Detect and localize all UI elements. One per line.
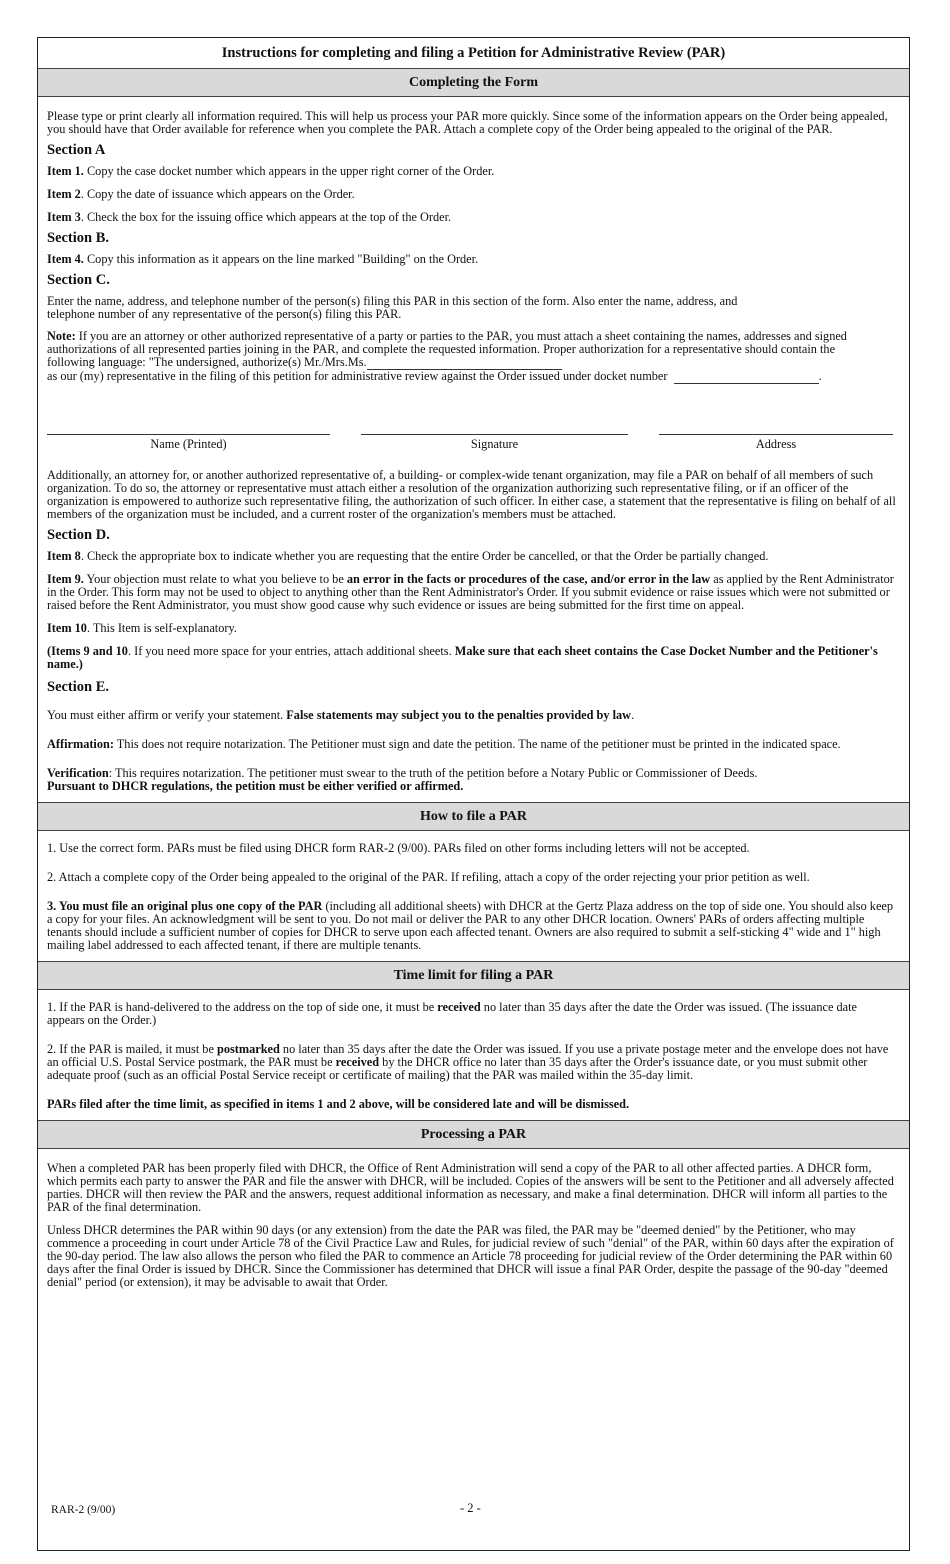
section-header-how-to-file: How to file a PAR bbox=[38, 802, 909, 831]
instruction-page bbox=[37, 37, 910, 1551]
late-filing-warning: PARs filed after the time limit, as specified in items 1 and 2 above, will be considered late and will be dismissed. bbox=[47, 1097, 630, 1111]
item-9-bold: an error in the facts or procedures of the case, and/or error in the law bbox=[346, 572, 711, 586]
item-3-label: Item 3 bbox=[47, 210, 81, 224]
item-10-label: Item 10 bbox=[47, 621, 87, 635]
item-2-label: Item 2 bbox=[47, 187, 81, 201]
page-number: - 2 - bbox=[460, 1501, 481, 1515]
items-9-10-label: (Items 9 and 10 bbox=[47, 644, 128, 658]
processing-paragraph-2: Unless DHCR determines the PAR within 90 days (or any extension) from the date the PAR was filed, the PAR may be "deemed denied" by the Petitioner, who may commence a proceeding in court under Article 78 of the Civil Practice Law and Rules, for judicial review of such "denial" of the PAR, within 60 days after the expiration of the 90-day period. The law also allows the person who filed the PAR to commence an Article 78 proceeding for judicial review of the Order determining the PAR within 60 days after the final Order is issued by DHCR. Since the Commissioner has determined that DHCR will issue a final PAR Order, despite the passage of the 90-day "deemed denial" period (or extension), it may be advisable to await that Order. bbox=[47, 1223, 894, 1289]
intro-paragraph: Please type or print clearly all information required. This will help us process your PAR more quickly. Since some of the information appears on the Order being appealed, you should have that Order available for reference when you complete the PAR. Attach a complete copy of the Order being appealed to the original of the PAR. bbox=[47, 109, 888, 136]
how-to-file-item-3-bold: . You must file an original plus one copy of the PAR bbox=[53, 899, 323, 913]
item-9 bbox=[47, 573, 909, 612]
item-9-label: Item 9. bbox=[47, 572, 84, 586]
items-9-10-text: . If you need more space for your entries, attach additional sheets. bbox=[127, 644, 455, 658]
verification-label: Verification bbox=[47, 766, 109, 780]
address-label: Address bbox=[755, 437, 797, 451]
section-b-heading: Section B. bbox=[47, 230, 110, 246]
signature-lines bbox=[47, 434, 909, 470]
how-to-file-item-3-text: (including all additional sheets) with DHCR at the Gertz Plaza address on the top of side one. You should also keep a copy for your files. An acknowledgment will be sent to you. Do not mail or deliver the PAR to any other DHCR location. Owners' PARs of orders affecting multiple tenants should include a sufficient number of copies for DHCR to serve upon each affected tenant. Owners are also required to submit a self-sticking 4" wide and 1" high mailing label addressed to each affected tenant, if there are multiple tenants. bbox=[47, 899, 894, 952]
section-a-heading: Section A bbox=[47, 142, 106, 158]
item-8-text: . Check the appropriate box to indicate whether you are requesting that the entire Order be cancelled, or that the Order be partially changed. bbox=[80, 549, 769, 563]
time-limit-item-1 bbox=[47, 1001, 895, 1027]
section-d-heading: Section D. bbox=[47, 527, 110, 543]
affirmation-label: Affirmation: bbox=[47, 737, 114, 751]
note-text-2: as our (my) representative in the filing of this petition for administrative review against the Order issued under docket number bbox=[47, 369, 668, 383]
item-2-text: . Copy the date of issuance which appears on the Order. bbox=[80, 187, 355, 201]
note-paragraph-2: as our (my) representative in the filing of this petition for administrative review against the Order issued under docket number . bbox=[47, 369, 822, 383]
time-limit-1-b: no later than 35 days after the date the Order was issued. (The issuance date appears on the Order.) bbox=[47, 1000, 858, 1027]
item-10-text: . This Item is self-explanatory. bbox=[86, 621, 237, 635]
processing-paragraph-1: When a completed PAR has been properly filed with DHCR, the Office of Rent Administration will send a copy of the PAR to all other affected parties. A DHCR form, which permits each party to answer the PAR and file the answer with DHCR, will be included. Copies of the answers will be sent to the Petitioner and all adversely affected parties. DHCR will then review the PAR and the answers, request additional information as necessary, and make a final determination. DHCR will inform all parties to the PAR of the final determination. bbox=[47, 1161, 894, 1214]
page-title: Instructions for completing and filing a Petition for Administrative Review (PAR) bbox=[38, 38, 909, 69]
item-8 bbox=[47, 550, 909, 563]
section-c-text: Enter the name, address, and telephone number of the person(s) filing this PAR in this section of the form. Also enter the name, address, and telephone number of any representative of the person(s) filing this PAR. bbox=[47, 294, 738, 321]
address-line bbox=[659, 434, 893, 435]
item-2 bbox=[47, 188, 909, 201]
form-code: RAR-2 (9/00) bbox=[51, 1504, 116, 1516]
time-limit-2-c: by the DHCR office no later than 35 days after the Order's issuance date, or you must submit other adequate proof (such as an official Postal Service receipt or certificate of mailing) that the PAR was mailed within the 35-day limit. bbox=[47, 1055, 868, 1082]
affirm-verify-paragraph bbox=[47, 709, 909, 722]
affirm-bold: False statements may subject you to the penalties provided by law bbox=[286, 708, 632, 722]
time-limit-2-a: 2. If the PAR is mailed, it must be bbox=[47, 1042, 217, 1056]
items-9-10-bold: Make sure that each sheet contains the Case Docket Number and the Petitioner's name.) bbox=[47, 644, 878, 671]
section-header-time-limit: Time limit for filing a PAR bbox=[38, 961, 909, 990]
item-1-text: Copy the case docket number which appears in the upper right corner of the Order. bbox=[83, 164, 495, 178]
section-header-processing: Processing a PAR bbox=[38, 1120, 909, 1149]
name-printed-label: Name (Printed) bbox=[150, 437, 227, 451]
item-1-label: Item 1. bbox=[47, 164, 84, 178]
item-9-text-b: as applied by the Rent Administrator in the Order. This form may not be used to object to anything other than the Rent Administrator's Order. If you submit evidence or raise issues which were not submitted or raised before the Rent Administrator, you must show good cause why such evidence or issues are being submitted for the first time on appeal. bbox=[47, 572, 894, 612]
section-header-completing: Completing the Form bbox=[38, 69, 909, 97]
time-limit-1-a: 1. If the PAR is hand-delivered to the address on the top of side one, it must be bbox=[47, 1000, 438, 1014]
time-limit-item-2 bbox=[47, 1043, 895, 1082]
note-label: Note: bbox=[47, 329, 76, 343]
item-9-text-a: Your objection must relate to what you believe to be bbox=[83, 572, 347, 586]
note-paragraph bbox=[47, 330, 909, 370]
time-limit-2-bold-2: received bbox=[335, 1055, 380, 1069]
how-to-file-item-2: 2. Attach a complete copy of the Order being appealed to the original of the PAR. If refiling, attach a copy of the order rejecting your prior petition as well. bbox=[47, 870, 810, 884]
additionally-paragraph: Additionally, an attorney for, or another authorized representative of, a building- or complex-wide tenant organization, may file a PAR on behalf of all members of such organization. To do so, the attorney or representative must attach either a resolution of the organization authorizing such representative filing, or if an officer of the organization is empowered to authorize such representative filing, the authorization of such officer. In either case, a statement that the representative is filing on behalf of all members of the organization must be included, and a current roster of the organization's members must be attached. bbox=[47, 468, 896, 521]
items-9-10-note bbox=[47, 645, 909, 671]
item-3 bbox=[47, 211, 909, 224]
affirmation-paragraph bbox=[47, 738, 909, 751]
affirm-end: . bbox=[631, 708, 635, 722]
note-text: If you are an attorney or other authorized representative of a party or parties to the PAR, you must attach a sheet containing the names, addresses and signed authorizations of all represented parties joining in the PAR, and complete the requested information. Proper authorization for a representative should contain the following language: "The undersigned, authorize(s) Mr./Mrs.Ms. bbox=[47, 329, 847, 369]
verification-bold: Pursuant to DHCR regulations, the petition must be either verified or affirmed. bbox=[47, 779, 464, 793]
item-1 bbox=[47, 165, 909, 178]
item-4-label: Item 4. bbox=[47, 252, 84, 266]
affirm-text: You must either affirm or verify your statement. bbox=[47, 708, 287, 722]
processing-section bbox=[38, 1149, 909, 1289]
verification-text: : This requires notarization. The petitioner must swear to the truth of the petition before a Notary Public or Commissioner of Deeds. bbox=[108, 766, 758, 780]
how-to-file-item-3 bbox=[47, 900, 895, 952]
docket-number-blank bbox=[674, 370, 819, 384]
time-limit-2-b: no later than 35 days after the date the Order was issued. If you use a private postage meter and the envelope does not have an official U.S. Postal Service postmark, the PAR must be bbox=[47, 1042, 889, 1069]
signature-line bbox=[361, 434, 628, 435]
affirmation-text: This does not require notarization. The Petitioner must sign and date the petition. The name of the petitioner must be printed in the indicated space. bbox=[113, 737, 841, 751]
item-4 bbox=[47, 253, 909, 266]
page-footer bbox=[38, 1501, 909, 1524]
how-to-file-section bbox=[38, 831, 909, 961]
section-c-heading: Section C. bbox=[47, 272, 110, 288]
how-to-file-item-3-num: 3 bbox=[47, 899, 54, 913]
representative-name-blank bbox=[367, 356, 562, 370]
verification-paragraph bbox=[47, 767, 909, 802]
item-8-label: Item 8 bbox=[47, 549, 81, 563]
name-line bbox=[47, 434, 330, 435]
time-limit-1-bold: received bbox=[437, 1000, 481, 1014]
signature-label: Signature bbox=[470, 437, 519, 451]
item-10 bbox=[47, 622, 909, 635]
time-limit-2-bold-1: postmarked bbox=[217, 1042, 280, 1056]
item-4-text: Copy this information as it appears on the line marked "Building" on the Order. bbox=[83, 252, 479, 266]
time-limit-section bbox=[38, 990, 909, 1120]
section-e-heading: Section E. bbox=[47, 679, 110, 695]
item-3-text: . Check the box for the issuing office which appears at the top of the Order. bbox=[80, 210, 452, 224]
how-to-file-item-1: 1. Use the correct form. PARs must be filed using DHCR form RAR-2 (9/00). PARs filed on other forms including letters will not be accepted. bbox=[47, 841, 750, 855]
completing-section bbox=[38, 97, 909, 802]
